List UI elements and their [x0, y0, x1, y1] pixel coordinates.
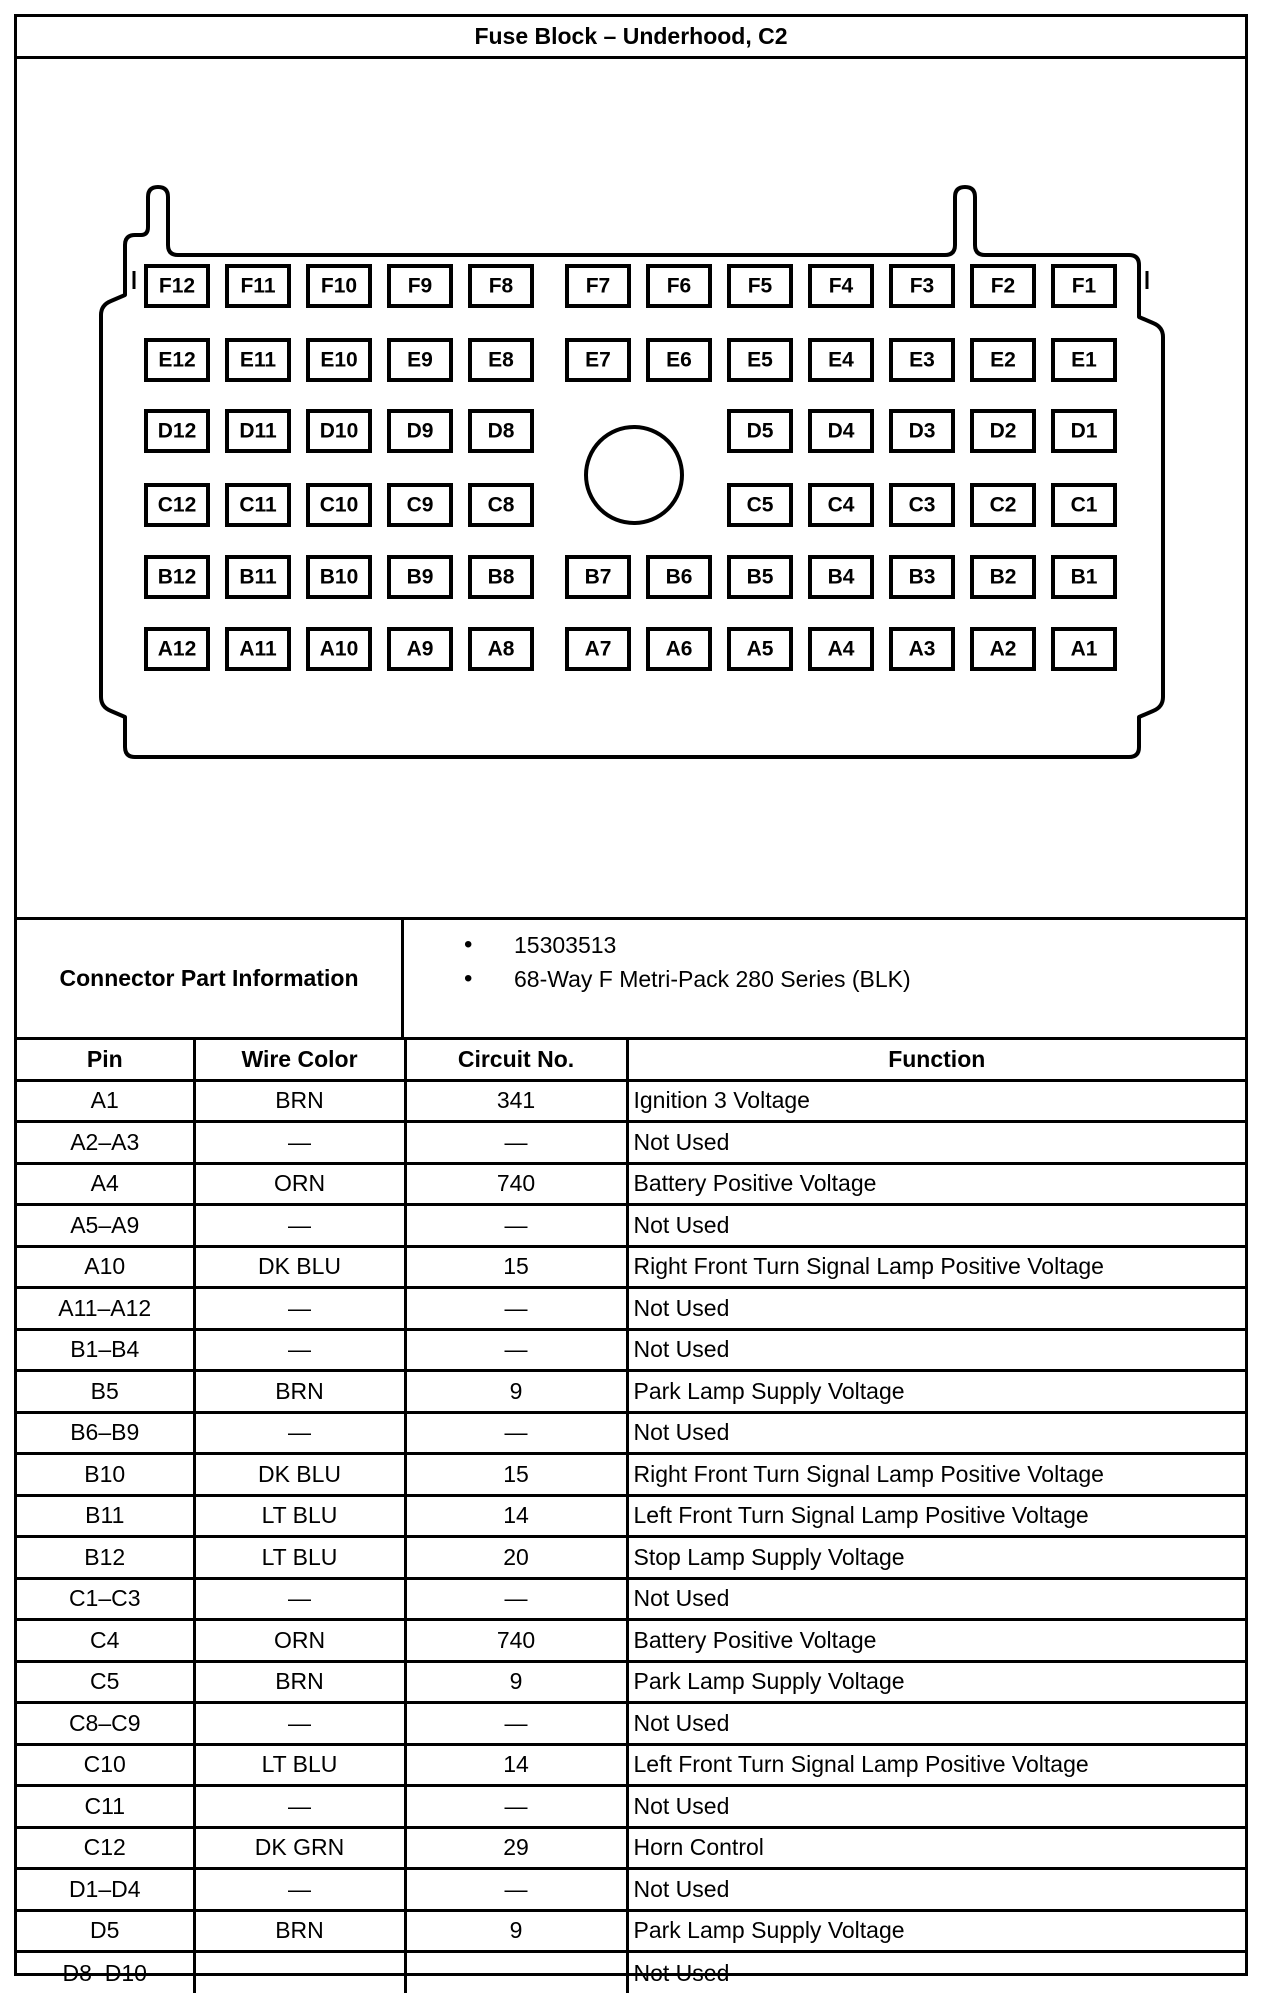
circuit-cell: — [405, 1952, 627, 1993]
table-row [17, 1910, 1245, 1952]
circuit-cell: — [405, 1122, 627, 1164]
cavity-label: B5 [747, 566, 774, 589]
part-info-list [404, 920, 1245, 1045]
cavity-label: C1 [1071, 494, 1098, 517]
cavity-label: B1 [1071, 566, 1098, 589]
cavity-label: B2 [990, 566, 1017, 589]
cavity-grid [146, 266, 1115, 669]
wire-color-cell: LT BLU [194, 1744, 405, 1786]
circuit-cell: 15 [405, 1246, 627, 1288]
cavity-label: E7 [585, 349, 611, 372]
function-cell: Park Lamp Supply Voltage [627, 1910, 1245, 1952]
cavity-label: B11 [239, 566, 277, 589]
cavity-label: E5 [747, 349, 773, 372]
cavity-label: D12 [158, 420, 197, 443]
cavity-label: D4 [828, 420, 855, 443]
cavity-label: B12 [158, 566, 197, 589]
pin-cell: C10 [17, 1744, 194, 1786]
cavity-label: C10 [320, 494, 359, 517]
cavity-label: B7 [585, 566, 612, 589]
function-cell: Right Front Turn Signal Lamp Positive Voltage [627, 1454, 1245, 1496]
function-cell: Not Used [627, 1869, 1245, 1911]
cavity-label: D3 [909, 420, 936, 443]
cavity-label: F11 [240, 275, 275, 298]
cavity-label: E9 [407, 349, 433, 372]
cavity-label: F6 [667, 275, 692, 298]
cavity-label: C12 [158, 494, 197, 517]
table-row [17, 1412, 1245, 1454]
part-number: • 15303513 [404, 928, 1245, 962]
table-row [17, 1827, 1245, 1869]
function-cell: Battery Positive Voltage [627, 1620, 1245, 1662]
pin-cell: A1 [17, 1080, 194, 1122]
pin-table [17, 1037, 1245, 1993]
cavity-label: E4 [828, 349, 854, 372]
pin-cell: A10 [17, 1246, 194, 1288]
circuit-cell: — [405, 1205, 627, 1247]
wire-color-cell: — [194, 1122, 405, 1164]
wire-color-cell: BRN [194, 1080, 405, 1122]
cavity-label: F3 [910, 275, 935, 298]
function-cell: Not Used [627, 1703, 1245, 1745]
cavity-label: A6 [666, 638, 693, 661]
circuit-cell: 740 [405, 1620, 627, 1662]
connector-description: • 68-Way F Metri-Pack 280 Series (BLK) [404, 962, 1245, 996]
table-row [17, 1288, 1245, 1330]
pin-cell: C11 [17, 1786, 194, 1828]
circuit-cell: 14 [405, 1495, 627, 1537]
cavity-label: A2 [990, 638, 1017, 661]
function-cell: Not Used [627, 1952, 1245, 1993]
circuit-cell: — [405, 1703, 627, 1745]
cavity-label: C9 [407, 494, 434, 517]
circuit-cell: 341 [405, 1080, 627, 1122]
function-cell: Ignition 3 Voltage [627, 1080, 1245, 1122]
table-row [17, 1578, 1245, 1620]
wire-color-cell: LT BLU [194, 1495, 405, 1537]
wire-color-column-header: Wire Color [194, 1039, 405, 1081]
circuit-cell: 15 [405, 1454, 627, 1496]
table-row [17, 1122, 1245, 1164]
table-row [17, 1661, 1245, 1703]
cavity-label: E11 [240, 349, 277, 372]
cavity-label: D10 [320, 420, 359, 443]
wire-color-cell: BRN [194, 1371, 405, 1413]
cavity-label: D2 [990, 420, 1017, 443]
circuit-column-header: Circuit No. [405, 1039, 627, 1081]
cavity-label: D9 [407, 420, 434, 443]
cavity-label: B9 [407, 566, 434, 589]
pin-cell: A11–A12 [17, 1288, 194, 1330]
table-row [17, 1163, 1245, 1205]
page-title: Fuse Block – Underhood, C2 [17, 17, 1245, 59]
cavity-label: A11 [239, 638, 277, 661]
cavity-label: D1 [1071, 420, 1098, 443]
cavity-label: C5 [747, 494, 774, 517]
wire-color-cell: BRN [194, 1910, 405, 1952]
cavity-label: C4 [828, 494, 855, 517]
pin-cell: C5 [17, 1661, 194, 1703]
cavity-label: F10 [321, 275, 357, 298]
cavity-label: A8 [488, 638, 515, 661]
cavity-label: E2 [990, 349, 1016, 372]
wire-color-cell: ORN [194, 1163, 405, 1205]
table-row [17, 1703, 1245, 1745]
function-cell: Not Used [627, 1578, 1245, 1620]
cavity-label: E12 [158, 349, 195, 372]
cavity-label: C11 [239, 494, 277, 517]
pin-cell: B10 [17, 1454, 194, 1496]
table-row [17, 1786, 1245, 1828]
function-cell: Horn Control [627, 1827, 1245, 1869]
pin-cell: C8–C9 [17, 1703, 194, 1745]
function-cell: Not Used [627, 1122, 1245, 1164]
table-row [17, 1620, 1245, 1662]
function-cell: Not Used [627, 1329, 1245, 1371]
cavity-label: F8 [489, 275, 514, 298]
function-cell: Not Used [627, 1786, 1245, 1828]
wire-color-cell: DK BLU [194, 1246, 405, 1288]
pin-cell: C12 [17, 1827, 194, 1869]
cavity-label: F2 [991, 275, 1016, 298]
table-row [17, 1495, 1245, 1537]
pin-cell: B12 [17, 1537, 194, 1579]
cavity-label: E1 [1071, 349, 1097, 372]
cavity-label: A7 [585, 638, 612, 661]
cavity-label: E10 [320, 349, 357, 372]
cavity-label: F9 [408, 275, 433, 298]
wire-color-cell: — [194, 1329, 405, 1371]
wire-color-cell: DK BLU [194, 1454, 405, 1496]
wire-color-cell: BRN [194, 1661, 405, 1703]
function-cell: Left Front Turn Signal Lamp Positive Voltage [627, 1744, 1245, 1786]
cavity-label: D8 [488, 420, 515, 443]
table-row [17, 1952, 1245, 1993]
cavity-label: C2 [990, 494, 1017, 517]
wire-color-cell: — [194, 1869, 405, 1911]
circuit-cell: 9 [405, 1910, 627, 1952]
table-row [17, 1869, 1245, 1911]
cavity-label: E3 [909, 349, 935, 372]
center-locator-hole [586, 427, 682, 523]
pin-cell: A2–A3 [17, 1122, 194, 1164]
function-cell: Not Used [627, 1412, 1245, 1454]
cavity-label: A10 [320, 638, 359, 661]
cavity-label: E8 [488, 349, 514, 372]
wire-color-cell: — [194, 1205, 405, 1247]
function-column-header: Function [627, 1039, 1245, 1081]
cavity-label: F7 [586, 275, 611, 298]
table-row [17, 1371, 1245, 1413]
wire-color-cell: — [194, 1578, 405, 1620]
pin-cell: B6–B9 [17, 1412, 194, 1454]
circuit-cell: — [405, 1578, 627, 1620]
cavity-label: A4 [828, 638, 855, 661]
table-row [17, 1080, 1245, 1122]
pin-cell: D5 [17, 1910, 194, 1952]
circuit-cell: 14 [405, 1744, 627, 1786]
wire-color-cell: — [194, 1952, 405, 1993]
circuit-cell: 29 [405, 1827, 627, 1869]
wire-color-cell: LT BLU [194, 1537, 405, 1579]
function-cell: Not Used [627, 1205, 1245, 1247]
function-cell: Park Lamp Supply Voltage [627, 1661, 1245, 1703]
connector-outline-svg [17, 59, 1245, 917]
connector-part-info [17, 917, 1245, 1037]
pin-cell: D8–D10 [17, 1952, 194, 1993]
wire-color-cell: — [194, 1288, 405, 1330]
pin-cell: D1–D4 [17, 1869, 194, 1911]
cavity-label: D11 [239, 420, 277, 443]
circuit-cell: — [405, 1329, 627, 1371]
wire-color-cell: — [194, 1786, 405, 1828]
function-cell: Stop Lamp Supply Voltage [627, 1537, 1245, 1579]
pin-cell: B1–B4 [17, 1329, 194, 1371]
pin-cell: A4 [17, 1163, 194, 1205]
pin-table-body [17, 1080, 1245, 1993]
wire-color-cell: DK GRN [194, 1827, 405, 1869]
function-cell: Battery Positive Voltage [627, 1163, 1245, 1205]
circuit-cell: 740 [405, 1163, 627, 1205]
pin-column-header: Pin [17, 1039, 194, 1081]
function-cell: Left Front Turn Signal Lamp Positive Voltage [627, 1495, 1245, 1537]
wire-color-cell: — [194, 1412, 405, 1454]
table-header-row [17, 1039, 1245, 1081]
wire-color-cell: — [194, 1703, 405, 1745]
circuit-cell: 20 [405, 1537, 627, 1579]
cavity-label: B10 [320, 566, 359, 589]
circuit-cell: — [405, 1412, 627, 1454]
circuit-cell: 9 [405, 1661, 627, 1703]
table-row [17, 1246, 1245, 1288]
pin-cell: B5 [17, 1371, 194, 1413]
function-cell: Park Lamp Supply Voltage [627, 1371, 1245, 1413]
function-cell: Not Used [627, 1288, 1245, 1330]
cavity-label: B4 [828, 566, 855, 589]
cavity-label: F12 [159, 275, 195, 298]
circuit-cell: — [405, 1288, 627, 1330]
wire-color-cell: ORN [194, 1620, 405, 1662]
cavity-label: C8 [488, 494, 515, 517]
circuit-cell: — [405, 1786, 627, 1828]
table-row [17, 1454, 1245, 1496]
table-row [17, 1537, 1245, 1579]
cavity-label: A9 [407, 638, 434, 661]
cavity-label: E6 [666, 349, 692, 372]
pin-cell: B11 [17, 1495, 194, 1537]
cavity-label: F5 [748, 275, 773, 298]
connector-sheet [14, 14, 1248, 1976]
connector-face-diagram [17, 59, 1245, 917]
table-row [17, 1744, 1245, 1786]
circuit-cell: 9 [405, 1371, 627, 1413]
cavity-label: A3 [909, 638, 936, 661]
pin-cell: C4 [17, 1620, 194, 1662]
table-row [17, 1205, 1245, 1247]
part-info-label: Connector Part Information [17, 920, 404, 1037]
function-cell: Right Front Turn Signal Lamp Positive Voltage [627, 1246, 1245, 1288]
cavity-label: D5 [747, 420, 774, 443]
table-row [17, 1329, 1245, 1371]
cavity-label: C3 [909, 494, 936, 517]
cavity-label: B8 [488, 566, 515, 589]
cavity-label: B3 [909, 566, 936, 589]
pin-cell: C1–C3 [17, 1578, 194, 1620]
cavity-label: A1 [1071, 638, 1098, 661]
pin-cell: A5–A9 [17, 1205, 194, 1247]
cavity-label: A5 [747, 638, 774, 661]
cavity-label: F1 [1072, 275, 1097, 298]
circuit-cell: — [405, 1869, 627, 1911]
cavity-label: A12 [158, 638, 197, 661]
cavity-label: B6 [666, 566, 693, 589]
cavity-label: F4 [829, 275, 854, 298]
